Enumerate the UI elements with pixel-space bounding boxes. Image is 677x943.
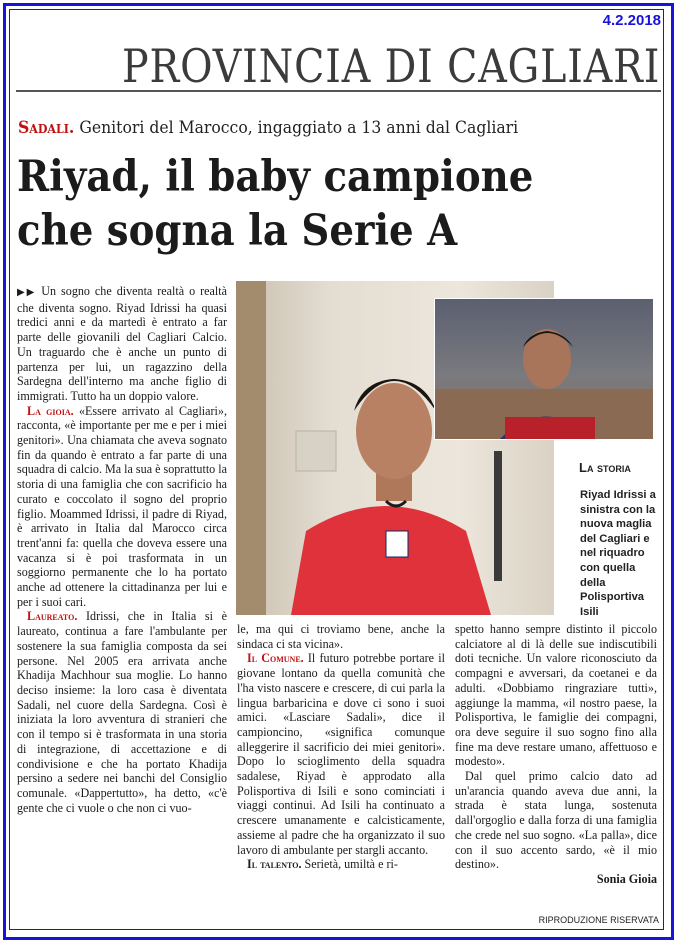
paragraph-rispetto: spetto hanno sempre distinto il piccolo calciatore al di là delle sue indiscutibili doti tecniche. Un valore riconosciuto da compagni e avversari, da coetanei e da adulti. «Dobbiamo ringraziare tutti», aggiunge la mamma, «il nostro paese, la Polisportiva, le famiglie dei compagni, ora deve seguire il suo sogno fino alla fine ma deve restare umano, affettuoso e modesto». (455, 622, 657, 769)
paragraph-gioia: «Essere arrivato al Cagliari», racconta, «è importante per me e per i miei genitori». Una chiamata che aveva sognato fin da quando è entrato a far parte di una squadra di calcio. Ma la sua è soprattutto la storia di una famiglia che con sacrificio ha curato e coccolato il sogno del proprio figlio. Moammed Idrissi, il padre di Riyad, è arrivato in Italia dal Marocco circa trent'anni fa: quella che doveva essere una vacanza si è poi trasformata in un soggiorno permanente che lo ha portato anche ad ottenere la cittadinanza per lui e per i suoi cari. (17, 403, 227, 609)
paragraph-continuation: le, ma qui ci troviamo bene, anche la sindaca ci sta vicina». (237, 622, 445, 651)
headline (17, 150, 533, 258)
subhead-laureato: Laureato. (27, 609, 78, 624)
article-column-1 (17, 284, 227, 815)
header-rule (16, 90, 661, 92)
kicker-place: Sadali. (18, 118, 75, 138)
inset-photo (434, 298, 654, 440)
kicker-text: Genitori del Marocco, ingaggiato a 13 anni dal Cagliari (79, 118, 519, 138)
author-byline: Sonia Gioia (596, 871, 657, 886)
kicker (18, 118, 518, 138)
lead-arrow-icon: ▶▶ (17, 287, 37, 298)
paragraph-arancia: Dal quel primo calcio dato ad un'arancia quando aveva due anni, la strada è stata lunga, sostenuta dall'orgoglio e dalla forza di una famiglia che crede nel suo sogno. «La palla», dice con il suo accento sardo, «è il mio destino». (455, 769, 657, 872)
section-header: PROVINCIA DI CAGLIARI (122, 39, 661, 93)
subhead-il-comune: Il Comune. (247, 651, 304, 666)
article-column-3 (455, 622, 657, 887)
rights-notice: RIPRODUZIONE RISERVATA (538, 915, 659, 925)
caption-title: La storia (579, 460, 631, 475)
subhead-il-talento: Il talento. (247, 857, 302, 872)
article-column-2 (237, 622, 445, 872)
lead-paragraph: Un sogno che diventa realtà o realtà che diventa sogno. Riyad Idrissi ha quasi tredici anni e da martedì è entrato a far parte delle giovanili del Cagliari Calcio. Un traguardo che è anche un punto di partenza per lui, un ragazzino della Sardegna dell'interno ma anche figlio di immigrati. Tutto ha un doppio valore. (17, 284, 227, 403)
paragraph-talento: Serietà, umiltà e ri- (304, 857, 398, 872)
boy-polisportiva-illustration (435, 299, 653, 439)
photo-caption: Riyad Idrissi a sinistra con la nuova maglia del Cagliari e nel riquadro con quella della Polisportiva Isili (580, 489, 656, 618)
date-stamp: 4.2.2018 (602, 12, 661, 29)
paragraph-comune: Il futuro potrebbe portare il giovane lontano da quella comunità che l'ha visto nascere e crescere, di cui parla la lingua barbaricina e dove ci sono i suoi amici. «Lasciare Sadali», dice il campioncino, «significa comunque alleggerire il sacrificio dei miei genitori». Dopo lo scioglimento della squadra sadalese, Riyad è approdato alla Polisportiva di Isili e sono cominciati i viaggi continui. Ad Isili ha continuato a crescere umanamente e calcisticamente, assieme al padre che ha organizzato il suo lavoro di ambulante per stargli accanto. (237, 651, 445, 857)
paragraph-laureato: Idrissi, che in Italia si è laureato, continua a fare l'ambulante per sostenere la sua famiglia composta da sei persone. Nel 2005 era arrivata anche Khadija Machhour sua moglie. Lo hanno deciso insieme: la loro casa è diventata Sadali, nel cuore della Sardegna. Così è iniziata la loro avventura di stranieri che con il tempo si è trasformata in una storia di integrazione, di accettazione e di condivisione e che ha portato Khadija persino a sedere nei banchi del Consiglio comunale. «Dappertutto», ha detto, «c'è gente che ci vuole o che non ci vuo- (17, 609, 227, 815)
headline-line-2: che sogna la Serie A (17, 206, 458, 256)
headline-line-1: Riyad, il baby campione (17, 152, 534, 202)
subhead-la-gioia: La gioia. (27, 403, 74, 418)
